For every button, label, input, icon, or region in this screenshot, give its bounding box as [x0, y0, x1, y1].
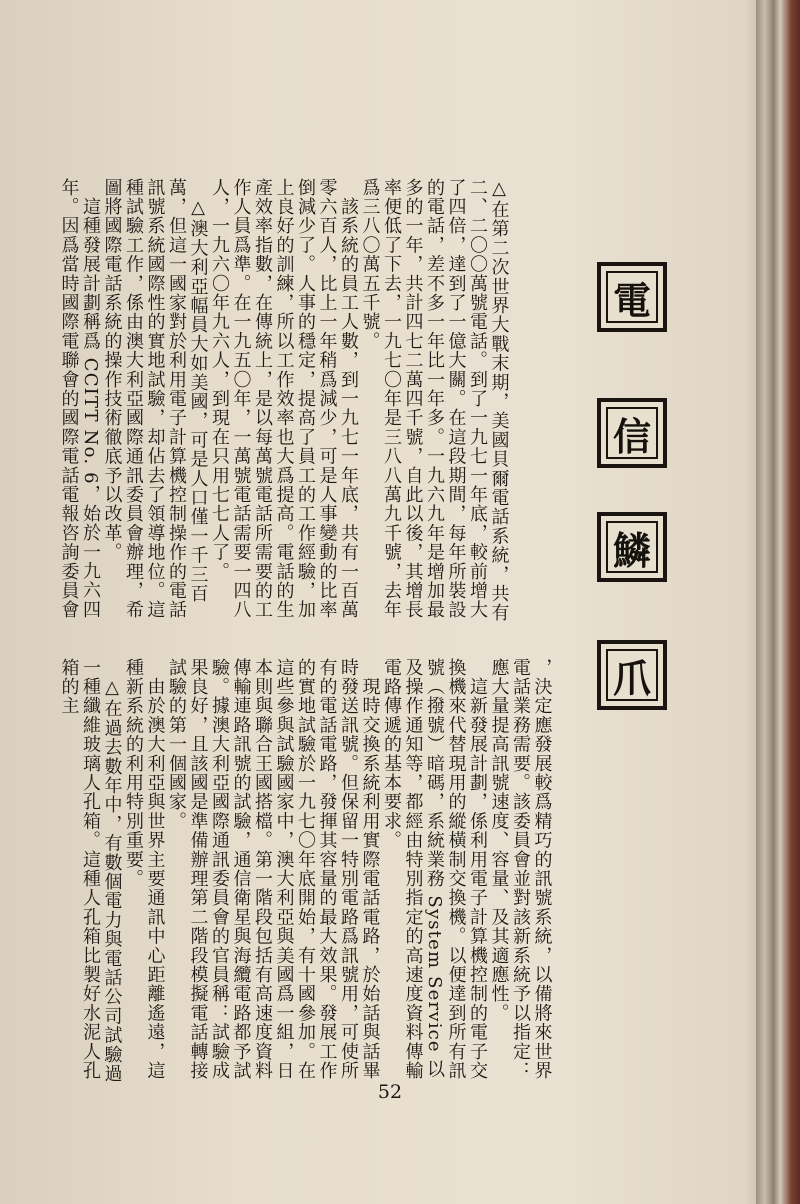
title-char-box-4 — [597, 640, 667, 710]
title-char-4: 爪 — [606, 649, 658, 701]
title-char-box-1 — [597, 262, 667, 332]
title-char-2: 信 — [606, 407, 658, 459]
title-char-box-2 — [597, 398, 667, 468]
title-char-box-3 — [597, 512, 667, 582]
page-number: 52 — [377, 1081, 403, 1103]
title-char-3: 鱗 — [606, 521, 658, 573]
article-text-top: △在第二次世界大戰末期，美國貝爾電話系統，共有二、二〇〇萬號電話。到了一九七一年底，較前增大了四倍，達到了一億大關。在這段期間，每年所裝設的電話，差不多一年比一年多。一九六九年是增加最多的一年，共計四七二萬四千號，自此以後，其增長率便低了下去，一九七〇年是三八八萬九千號，去年爲三八〇萬五千號。 該系統的員工人數，到一九七一年底，共有一百萬零六百人，比上一年稍爲減少，可是人事變動的比率倒減少了。人事的穩定，提高了員工的工作經驗，加上良好的訓練，所以工作效率也大爲提高。電話的生產效率指數，在傳統上，是以每萬號電話所需要的工作人員爲準。在一九五〇年，一萬號電話需要一四八人，一九六〇年九六人，到現在只用七七人了。 △澳大利亞幅員大如美國，可是人口僅一千三百萬，但這一國家對於利用電子計算機控制操作的電話訊號系統國際性的實地試驗，却佔去了領導地位。這種試驗工作，係由澳大利亞國際通訊委員會辦理，希圖將國際電話系統的操作技術徹底予以改革。 這種發展計劃稱爲 CCITT No. 6，始於一九六四年。因爲當時國際電聯會的國際電話電報咨詢委員會 — [58, 178, 510, 623]
title-char-1: 電 — [606, 271, 658, 323]
book-spine — [756, 0, 800, 1204]
article-text-bottom: ，決定應發展較爲精巧的訊號系統，以備將來世界電話業務需要。該委員會並對該新系統予以指定：應大量提高訊號速度、容量、及其適應性。 這新發展計劃，係利用電子計算機控制的電子交換機來代替現用的縱橫制交換機。以便達到所有訊號（撥號）暗碼，系統業務 System Service 以及操作通知等，都經由特別指定的高速度資料傳輸電路傳遞的基本要求。 現時交換系統利用實際電話電路，於始話與話畢時發送訊號。但保留一特別電路爲訊號用，可使所有的電話電路，發揮其容量的最大效果。發展工作的實地試驗於一九七〇年底開始，有十國參加。在這些參與試驗國家中，澳大利亞與美國爲一組，日本則與聯合王國搭檔。第一階段包括有高速度資料傳輸連路訊號的試驗，通信衛星與海纜電路都予試驗。據澳大利亞國際通訊委員會的官員稱：試驗成果良好，且該國是準備辦理第二階段模擬電話轉接試驗的第一個國家。 由於澳大利亞與世界主要通訊中心距離遙遠，這種新系統的利用特別重要。 △在過去數年中，有數個電力與電話公司試驗過一種纖維玻璃人孔箱。這種人孔箱比製好水泥人孔箱的主 — [58, 658, 553, 1084]
